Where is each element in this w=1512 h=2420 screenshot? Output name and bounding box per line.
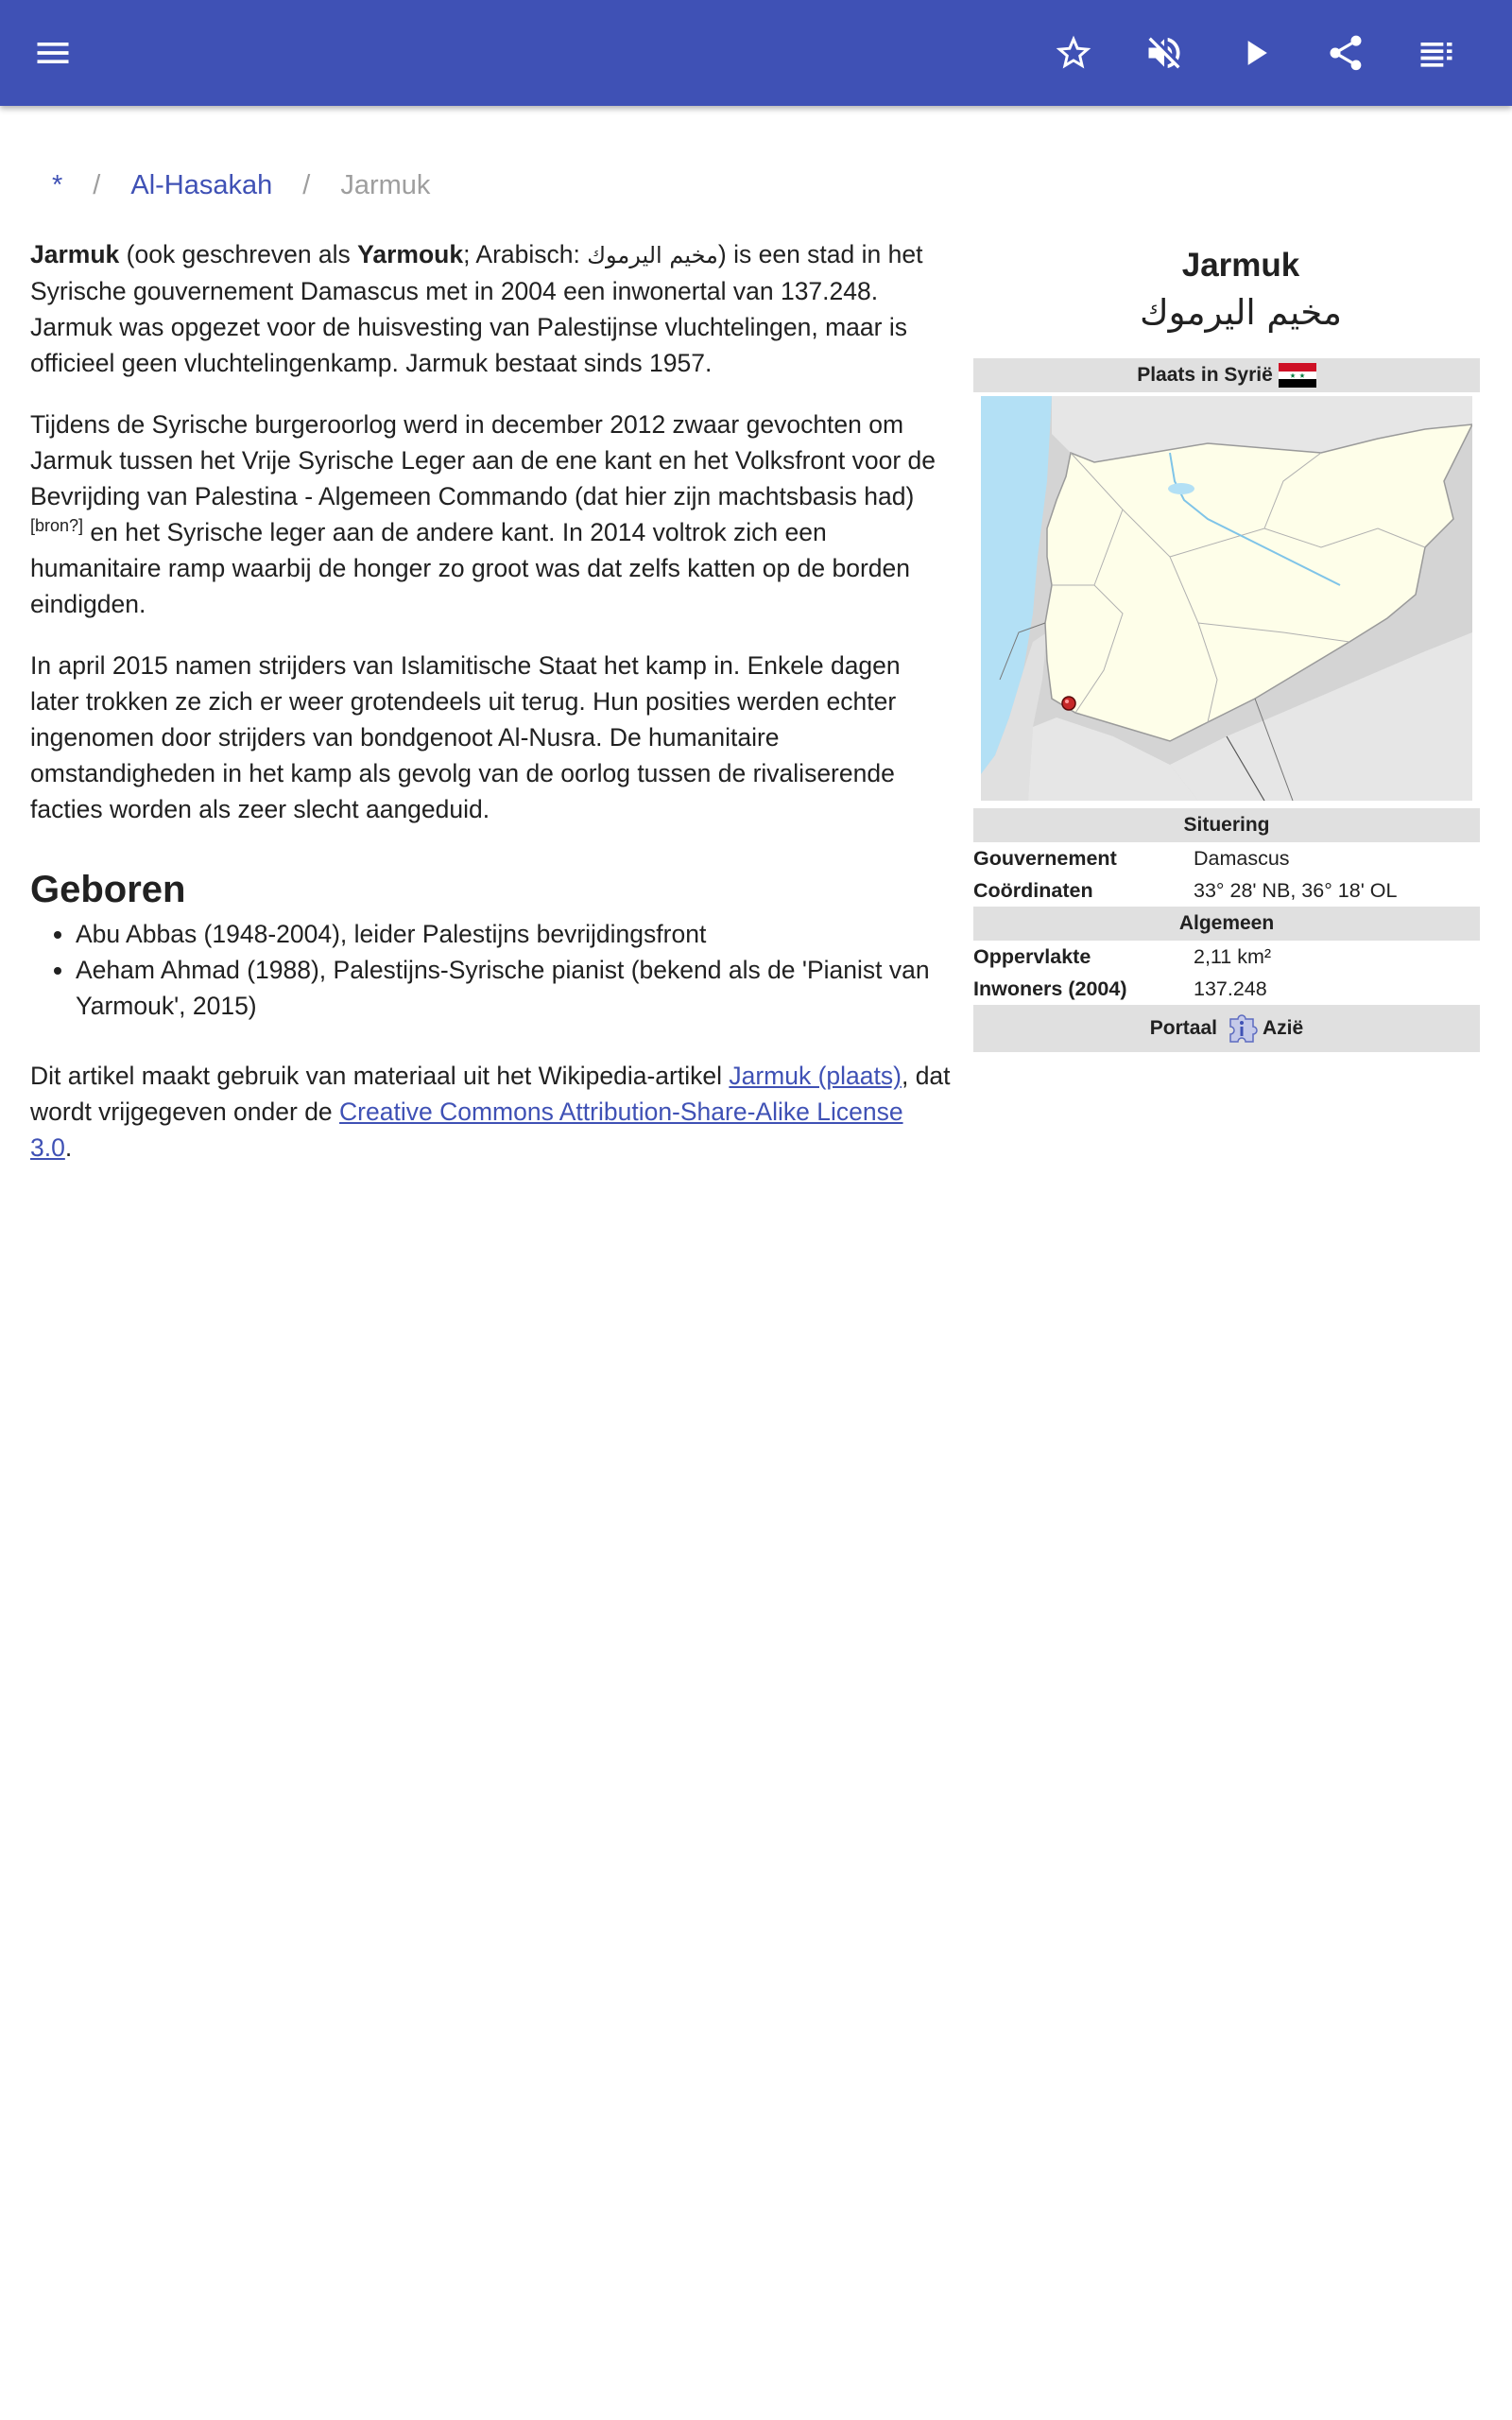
breadcrumb	[52, 170, 430, 201]
row-key: Gouvernement	[973, 846, 1117, 870]
syria-map-image	[981, 396, 1472, 801]
source-article-link[interactable]: Jarmuk (plaats)	[729, 1062, 902, 1090]
play-button[interactable]	[1225, 23, 1285, 83]
location-map[interactable]	[981, 396, 1472, 801]
attribution-paragraph	[30, 1058, 952, 1166]
section-heading-born: Geboren	[30, 869, 186, 910]
breadcrumb-current: Jarmuk	[340, 170, 431, 200]
play-icon	[1234, 32, 1276, 74]
text-span: , dat wordt vrijgegeven onder de	[30, 1062, 951, 1126]
text-span: .	[64, 1133, 73, 1162]
infobox-row	[973, 842, 1480, 874]
mute-button[interactable]	[1134, 23, 1194, 83]
infobox-row	[973, 941, 1480, 973]
row-value: 137.248	[1194, 977, 1267, 1000]
breadcrumb-separator: /	[302, 170, 311, 200]
breadcrumb-separator: /	[93, 170, 101, 200]
portal-puzzle-icon	[1223, 1010, 1261, 1047]
app-bar	[0, 0, 1512, 106]
text-span: (ook geschreven als	[119, 240, 358, 268]
alt-name: Yarmouk	[357, 240, 464, 268]
row-value: 33° 28' NB, 36° 18' OL	[1194, 878, 1398, 902]
born-list	[76, 916, 952, 1024]
syria-flag-icon	[1279, 363, 1316, 388]
row-value: Damascus	[1194, 846, 1290, 870]
section-general-header: Algemeen	[973, 907, 1480, 941]
share-icon	[1325, 32, 1366, 74]
text-span: Dit artikel maakt gebruik van materiaal uit het Wikipedia-artikel	[30, 1062, 730, 1090]
citation-needed[interactable]: [bron?]	[30, 516, 84, 536]
star-outline-icon	[1053, 32, 1094, 74]
infobox	[973, 241, 1480, 1052]
list-item: • Aeham Ahmad (1988), Palestijns-Syrische pianist (bekend als de 'Pianist van Yarmouk', 2015)	[76, 952, 952, 1024]
menu-button[interactable]	[23, 23, 83, 83]
menu-icon	[32, 32, 74, 74]
article-subject: Jarmuk	[30, 240, 120, 268]
arabic-name: مخيم اليرموك	[587, 242, 718, 268]
portal-label: Portaal	[1149, 1017, 1217, 1039]
list-item: • Abu Abbas (1948-2004), leider Palestijns bevrijdingsfront	[76, 916, 952, 952]
breadcrumb-parent-link[interactable]: Al-Hasakah	[130, 170, 273, 200]
map-caption-band	[973, 358, 1480, 392]
infobox-row	[973, 874, 1480, 907]
portal-band[interactable]	[973, 1005, 1480, 1052]
row-value: 2,11 km²	[1194, 944, 1272, 968]
portal-name: Azië	[1263, 1017, 1304, 1039]
row-key: Oppervlakte	[973, 944, 1091, 968]
location-marker	[1062, 697, 1075, 710]
text-span: en het Syrische leger aan de andere kant. In 2014 voltrok zich een humanitaire ramp waarbij de honger zo groot was dat zelfs katten op de borden eindigden.	[30, 518, 910, 618]
intro-paragraph	[30, 236, 952, 381]
contents-button[interactable]	[1406, 23, 1467, 83]
row-key: Coördinaten	[973, 878, 1093, 902]
section-location-header: Situering	[973, 808, 1480, 842]
volume-off-icon	[1143, 32, 1185, 74]
isis-paragraph: In april 2015 namen strijders van Islamitische Staat het kamp in. Enkele dagen later trokken ze zich er weer grotendeels uit terug. Hun posities werden echter ingenomen door strijders van bondgenoot Al-Nusra. De humanitaire omstandigheden in het kamp als gevolg van de oorlog tussen de rivaliserende facties worden als zeer slecht aangeduid.	[30, 651, 901, 823]
infobox-row	[973, 973, 1480, 1005]
text-span: ) is een stad in het Syrische gouvernement Damascus met in 2004 een inwonertal van 137.248. Jarmuk was opgezet voor de huisvesting van Palestijnse vluchtelingen, maar is officieel geen vluchtelingenkamp. Jarmuk bestaat sinds 1957.	[30, 240, 923, 377]
text-span: ; Arabisch:	[463, 240, 588, 268]
playlist-icon	[1416, 32, 1457, 74]
share-button[interactable]	[1315, 23, 1376, 83]
infobox-arabic-name: مخيم اليرموك	[1140, 292, 1342, 333]
map-caption: Plaats in Syrië	[1137, 364, 1273, 386]
infobox-title: Jarmuk	[1181, 247, 1300, 284]
text-span: Tijdens de Syrische burgeroorlog werd in december 2012 zwaar gevochten om Jarmuk tussen het Vrije Syrische Leger aan de ene kant en het Volksfront voor de Bevrijding van Palestina - Algemeen Commando (dat hier zijn machtsbasis had)	[30, 410, 936, 510]
favorite-button[interactable]	[1043, 23, 1104, 83]
breadcrumb-home-link[interactable]: *	[52, 170, 63, 200]
war-paragraph	[30, 406, 952, 622]
article-body	[30, 236, 952, 1191]
row-key: Inwoners (2004)	[973, 977, 1127, 1000]
license-link[interactable]: Creative Commons Attribution-Share-Alike License 3.0	[30, 1098, 903, 1162]
